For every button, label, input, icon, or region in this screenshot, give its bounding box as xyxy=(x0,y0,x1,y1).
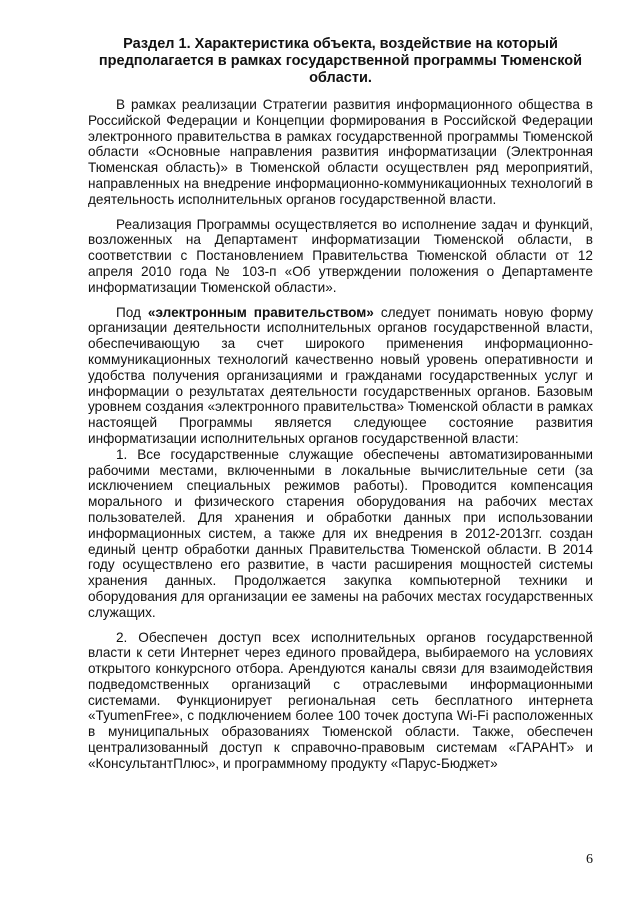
document-page xyxy=(88,36,593,781)
e-government-prefix: Под xyxy=(116,304,141,320)
paragraph-strategy: В рамках реализации Стратегии развития информационного общества в Российской Федерации и Концепции формирования в Российской Федерации электронного правительства в рамках государственной программы Тюменской области «Основные направления развития информатизации (Электронная Тюменская область)» в Тюменской области осуществлен ряд мероприятий, направленных на внедрение информационно-коммуникационных технологий в деятельность исполнительных органов государственной власти. xyxy=(88,97,593,207)
page-number: 6 xyxy=(586,852,593,867)
e-government-term: «электронным правительством» xyxy=(147,304,374,320)
paragraph-program-implementation: Реализация Программы осуществляется во исполнение задач и функций, возложенных на Департамент информатизации Тюменской области, в соответствии с Постановлением Правительства Тюменской области от 12 апреля 2010 года № 103-п «Об утверждении положения о Департаменте информатизации Тюменской области». xyxy=(88,216,593,295)
paragraph-e-government-definition xyxy=(88,305,593,447)
paragraph-item-2-internet-access: 2. Обеспечен доступ всех исполнительных органов государственной власти к сети Интернет через единого провайдера, выбираемого на условиях открытого конкурсного отбора. Арендуются каналы связи для взаимодействия подведомственных организаций с отраслевыми информационными системами. Функционирует региональная сеть бесплатного интернета «TyumenFree», с подключением более 100 точек доступа Wi-Fi расположенных в муниципальных образованиях Тюменской области. Также, обеспечен централизованный доступ к справочно-правовым системам «ГАРАНТ» и «КонсультантПлюс», и программному продукту «Парус-Бюджет» xyxy=(88,629,593,771)
section-heading: Раздел 1. Характеристика объекта, воздействие на который предполагается в рамках государственной программы Тюменской области. xyxy=(98,36,583,86)
e-government-text: следует понимать новую форму организации деятельности исполнительных органов государственной власти, обеспечивающую за счет широкого применения информационно-коммуникационных технологий качественно новый уровень оперативности и удобства получения организациями и гражданами государственных услуг и информации о результатах деятельности государственных органов. Базовым уровнем создания «электронного правительства» Тюменской области в рамках настоящей Программы является следующее состояние развития информатизации исполнительных органов государственной власти: xyxy=(88,304,594,446)
paragraph-item-1-workstations: 1. Все государственные служащие обеспечены автоматизированными рабочими местами, включенными в локальные вычислительные сети (за исключением специальных режимов работы). Проводится компенсация морального и физического старения оборудования на рабочих местах пользователей. Для хранения и обработки данных при использовании информационных систем, а также для их внедрения в 2012-2013гг. создан единый центр обработки данных Правительства Тюменской области. В 2014 году осуществлено его развитие, в части расширения мощностей системы хранения данных. Продолжается закупка компьютерной техники и оборудования для организации ее замены на рабочих местах государственных служащих. xyxy=(88,446,593,620)
